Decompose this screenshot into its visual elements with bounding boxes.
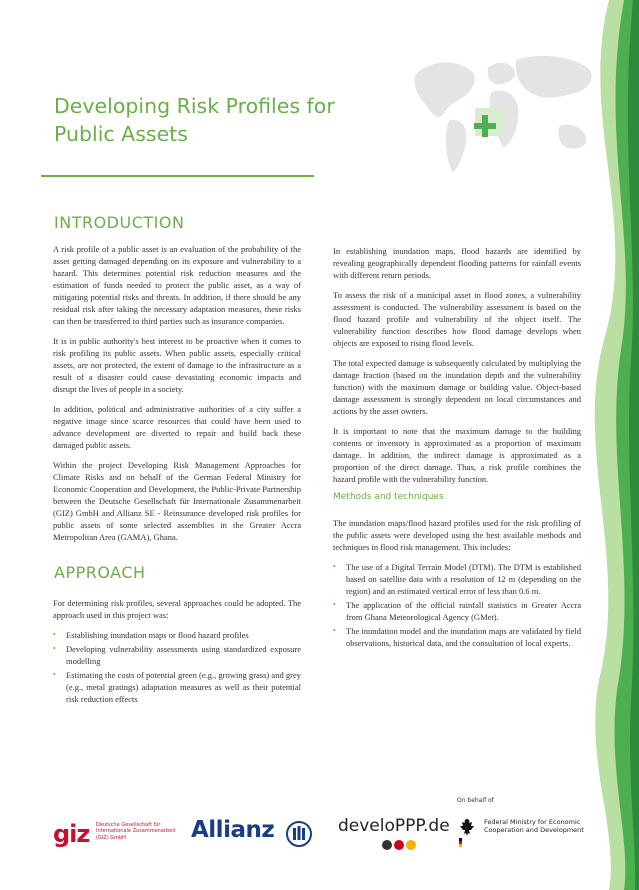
world-map-graphic bbox=[410, 30, 600, 180]
list-item: • Establishing inundation maps or flood hazard profiles bbox=[53, 629, 301, 641]
approach-heading: APPROACH bbox=[54, 563, 146, 582]
approach-paragraph: For determining risk profiles, several approaches could be adopted. The approach used in this project was: bbox=[53, 598, 301, 620]
intro-paragraph: Within the project Developing Risk Management Approaches for Climate Risks and on behalf of the German Federal Ministry for Economic Cooperation and Development, the Public-Private Partnership between the Deutsche Gesellschaft für Internationale Zusammenarbeit (GIZ) GmbH and Allianz SE - Reinsurance developed risk profiles for public assets of some selected assemblies in the Greater Accra Metropolitan Area (GAMA), Ghana. bbox=[53, 460, 301, 542]
methods-heading: Methods and techniques bbox=[333, 492, 444, 502]
introduction-heading: INTRODUCTION bbox=[54, 213, 185, 232]
body-paragraph: It is important to note that the maximum damage to the building contents or inventory is approximated as a proportion of maximum damage. In addition, the indirect damage is approximated as a proportion of the direct damage. Thus, a risk profile combines the hazard profile with the vulnerability function. bbox=[333, 426, 581, 484]
list-item: • The use of a Digital Terrain Model (DTM). The DTM is established based on satellite data with a resolution of 12 m (depending on the region) and an estimated vertical error of less than 0.6 m. bbox=[333, 561, 581, 597]
allianz-eagle-icon bbox=[286, 821, 312, 847]
intro-paragraph: A risk profile of a public asset is an evaluation of the probability of the asset getting damaged depending on its exposure and vulnerability to a hazard. This determines potential risk reduction measures and the estimation of funds needed to protect the public asset, as a way of mitigating potential risks and threats. In addition, if there should be any residual risk after taking the necessary adaptation measures, these risks can then be transferred to third parties such as insurance companies. bbox=[53, 244, 301, 326]
list-item: • The application of the official rainfall statistics in Greater Accra from Ghana Meteorological Agency (GMet). bbox=[333, 599, 581, 623]
ministry-logo-text: Federal Ministry for Economic Cooperation and Development bbox=[484, 818, 584, 834]
approach-list bbox=[53, 629, 301, 705]
body-paragraph: To assess the risk of a municipal asset in flood zones, a vulnerability assessment is conducted. The vulnerability assessment is based on the flood hazard profile and vulnerability of the object itself. The vulnerability function describes how flood damage develops when objects are exposed to rising flood levels. bbox=[333, 290, 581, 348]
methods-column bbox=[333, 517, 581, 651]
title-divider bbox=[41, 175, 314, 177]
page-title: Developing Risk Profiles for Public Assets bbox=[54, 94, 335, 146]
developpp-logo: develoPPP.de bbox=[338, 816, 450, 836]
methods-paragraph: The inundation maps/flood hazard profiles used for the risk profiling of the public assets were developed using the best available methods and techniques in flood risk management. This includes: bbox=[333, 518, 581, 552]
federal-eagle-icon bbox=[459, 817, 475, 847]
allianz-logo: Allianz bbox=[191, 817, 275, 843]
body-paragraph: The total expected damage is subsequently calculated by multiplying the damage fraction (based on the inundation depth and the vulnerability function) with the maximum damage or building value. Object-based damage assessment is strongly dependent on local circumstances and actions by the asset owners. bbox=[333, 358, 581, 416]
intro-paragraph: In addition, political and administrative authorities of a city suffer a negative image since scarce resources that could have been used to advance development are diverted to repair and build back these damaged public assets. bbox=[53, 404, 301, 450]
right-column bbox=[333, 245, 581, 493]
approach-column bbox=[53, 597, 301, 707]
intro-paragraph: It is in public authority's best interest to be proactive when it comes to risk profiling its public assets. When public assets, especially critical assets, are not protected, the extent of damage to the infrastructure as a result of a disaster could cause devastating economic impacts and disrupt the lives of people in a society. bbox=[53, 336, 301, 394]
giz-logo-text: Deutsche Gesellschaft für Internationale Zusammenarbeit (GIZ) GmbH bbox=[96, 822, 176, 841]
list-item: • The inundation model and the inundation maps are validated by field observations, historical data, and the consultation of local experts. bbox=[333, 625, 581, 649]
left-column bbox=[53, 243, 301, 551]
on-behalf-label: On behalf of bbox=[457, 797, 494, 804]
list-item: • Estimating the costs of potential green (e.g., growing grass) and grey (e.g., metal gratings) adaptation measures as well as their potential risk reduction effects bbox=[53, 669, 301, 705]
developpp-dots-icon bbox=[381, 838, 431, 852]
body-paragraph: In establishing inundation maps, flood hazards are identified by revealing geographically dependent flooding patterns for rainfall events with different return periods. bbox=[333, 246, 581, 280]
list-item: • Developing vulnerability assessments using standardized exposure modelling bbox=[53, 643, 301, 667]
methods-list bbox=[333, 561, 581, 649]
giz-logo: giz bbox=[53, 820, 90, 848]
